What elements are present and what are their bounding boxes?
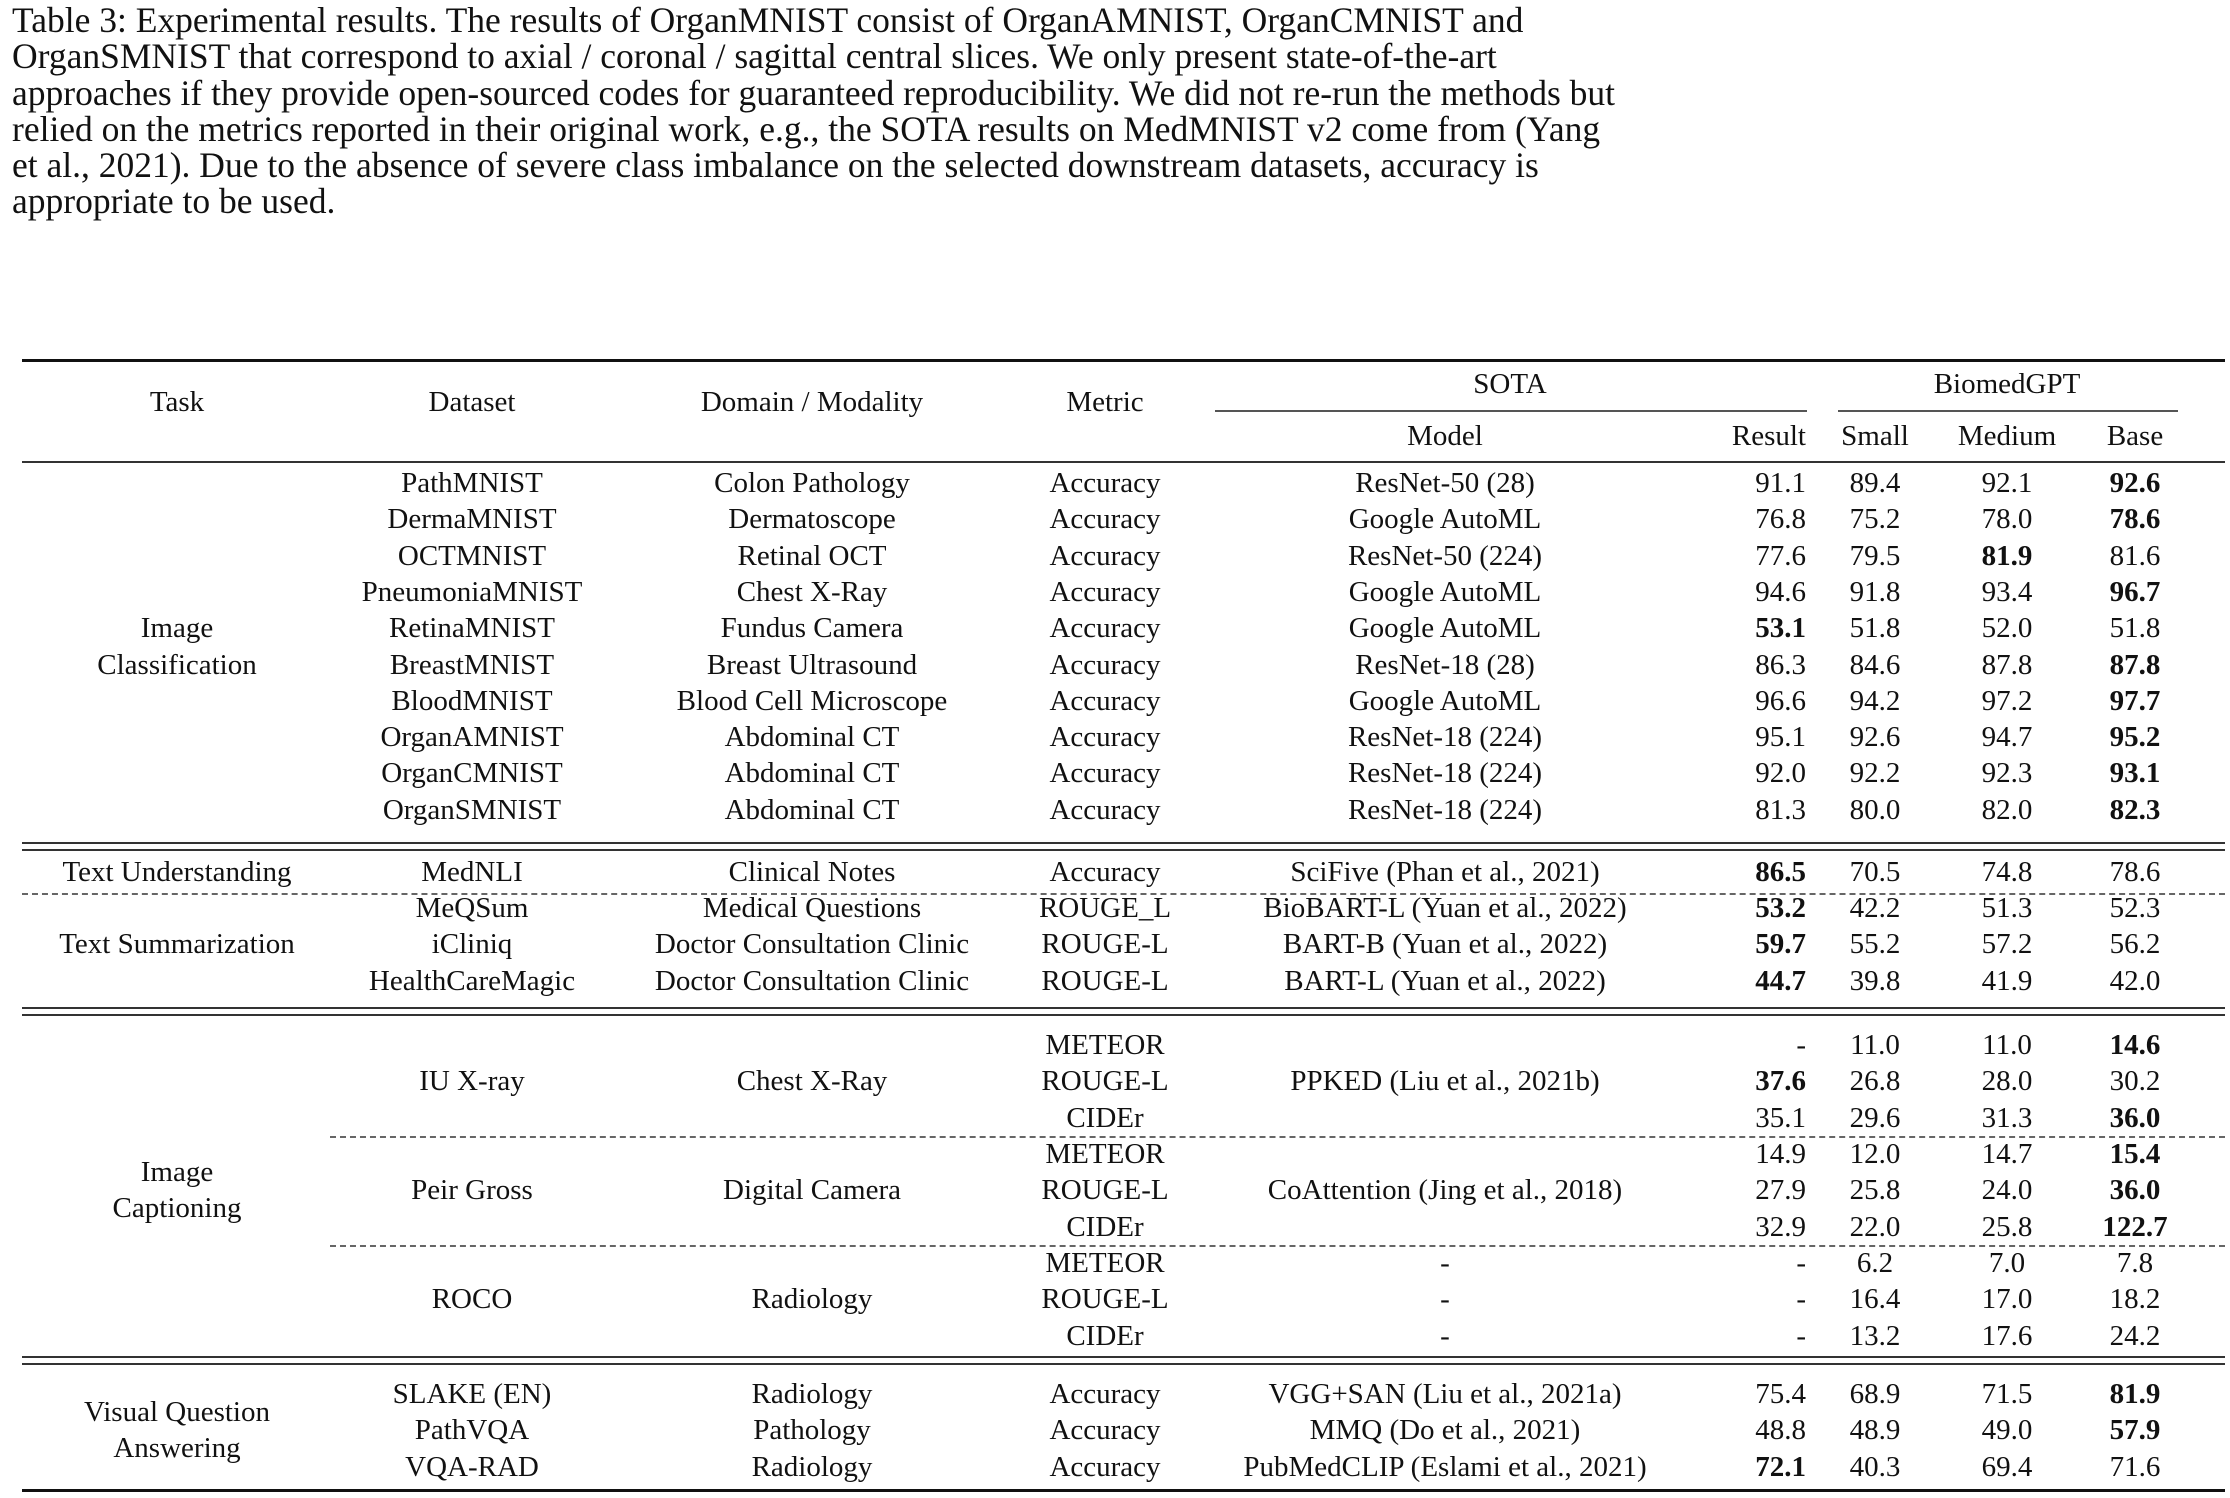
bottom-rule [22,1489,2225,1492]
cell-sota-result: - [1796,1319,1806,1352]
cell-small: 42.2 [1849,892,1901,924]
cell-domain: Abdominal CT [724,757,900,790]
cell-domain: Fundus Camera [720,612,904,645]
cell-metric: Accuracy [1049,721,1161,754]
cell-sota-result: 94.6 [1755,575,1806,608]
cell-small: 11.0 [1850,1029,1900,1061]
cell-metric: Accuracy [1049,612,1161,645]
caption-line: approaches if they provide open-sourced codes for guaranteed reproducibility. We did not re-run the methods but [12,72,1615,113]
cell-dataset: MeQSum [415,892,529,924]
cell-small: 39.8 [1849,964,1901,997]
cell-medium: 51.3 [1981,892,2033,924]
cell-sota-result: 48.8 [1755,1414,1806,1447]
cell-medium: 74.8 [1981,856,2033,888]
cell-small: 92.2 [1849,757,1901,790]
caption-line: relied on the metrics reported in their original work, e.g., the SOTA results on MedMNIST v2 come from (Yang [12,108,1601,149]
cell-dataset: OrganCMNIST [381,757,563,790]
cell-medium: 14.7 [1981,1138,2033,1170]
cell-medium: 28.0 [1981,1065,2033,1098]
cell-sota-model: ResNet-18 (224) [1347,721,1543,754]
cell-small: 84.6 [1849,648,1901,681]
cell-small: 79.5 [1849,539,1901,572]
cell-metric: Accuracy [1049,467,1161,499]
cell-sota-model: Google AutoML [1348,575,1542,608]
cell-metric: ROUGE-L [1041,928,1169,961]
cell-base: 82.3 [2109,793,2161,826]
cell-sota-model: - [1440,1319,1450,1352]
dashed-rule [330,1136,2225,1138]
cell-sota-model: MMQ (Do et al., 2021) [1309,1414,1581,1447]
header-dataset: Dataset [428,386,516,418]
cell-metric: CIDEr [1066,1319,1144,1352]
cell-sota-model: BART-B (Yuan et al., 2022) [1282,928,1608,961]
cell-metric: METEOR [1045,1247,1165,1279]
cell-dataset: OCTMNIST [397,539,547,572]
cell-dataset: IU X-ray [419,1065,525,1098]
cell-small: 40.3 [1849,1450,1901,1483]
cell-sota-model: PPKED (Liu et al., 2021b) [1290,1065,1600,1098]
cell-sota-model: BioBART-L (Yuan et al., 2022) [1263,892,1627,924]
cell-base: 36.0 [2109,1174,2161,1207]
cell-base: 18.2 [2109,1283,2161,1316]
cell-medium: 92.3 [1981,757,2033,790]
cell-base: 78.6 [2109,856,2161,888]
table-caption [12,2,2212,220]
task-label: Image [140,1156,214,1189]
cell-sota-result: 72.1 [1755,1450,1806,1483]
cell-metric: ROUGE_L [1038,892,1172,924]
cell-small: 25.8 [1849,1174,1901,1207]
cell-domain: Doctor Consultation Clinic [654,964,970,997]
cell-domain: Medical Questions [702,892,922,924]
cell-dataset: PathVQA [414,1414,530,1447]
cell-medium: 24.0 [1981,1174,2033,1207]
cell-small: 75.2 [1849,503,1901,536]
cell-domain: Abdominal CT [724,721,900,754]
cell-medium: 71.5 [1981,1378,2033,1410]
cell-small: 13.2 [1849,1319,1901,1352]
cell-metric: CIDEr [1066,1210,1144,1243]
section-rule [22,1014,2225,1016]
cell-base: 52.3 [2109,892,2161,924]
cell-domain: Breast Ultrasound [706,648,918,681]
cell-small: 92.6 [1849,721,1901,754]
cell-dataset: SLAKE (EN) [392,1378,552,1410]
cell-small: 55.2 [1849,928,1901,961]
cell-dataset: PathMNIST [401,467,543,499]
sota-cmidrule [1215,410,1807,412]
cell-domain: Clinical Notes [728,856,896,888]
cell-sota-result: - [1796,1247,1806,1279]
top-rule [22,359,2225,362]
cell-metric: Accuracy [1049,575,1161,608]
cell-sota-result: 27.9 [1755,1174,1806,1207]
cell-domain: Retinal OCT [737,539,887,572]
cell-base: 56.2 [2109,928,2161,961]
cell-sota-result: 81.3 [1755,793,1806,826]
cell-sota-model: ResNet-18 (28) [1355,648,1535,681]
cell-small: 29.6 [1849,1101,1901,1134]
cell-metric: ROUGE-L [1041,1065,1169,1098]
cell-sota-result: 92.0 [1755,757,1806,790]
cell-sota-result: 91.1 [1755,467,1806,499]
header-domain: Domain / Modality [700,386,924,418]
cell-metric: METEOR [1045,1029,1165,1061]
cell-medium: 87.8 [1981,648,2033,681]
header-task: Task [149,386,205,418]
cell-sota-result: 86.3 [1755,648,1806,681]
cell-domain: Radiology [751,1378,873,1410]
cell-medium: 94.7 [1981,721,2033,754]
header-metric: Metric [1066,386,1144,418]
cell-medium: 82.0 [1981,793,2033,826]
caption-line: OrganSMNIST that correspond to axial / coronal / sagittal central slices. We only present state-of-the-art [12,36,1497,77]
cell-base: 14.6 [2109,1029,2161,1061]
cell-dataset: HealthCareMagic [368,964,576,997]
dashed-rule [330,1245,2225,1247]
cell-base: 95.2 [2109,721,2161,754]
cell-medium: 7.0 [1988,1247,2026,1279]
cell-sota-result: 53.1 [1755,612,1806,645]
header-small: Small [1841,420,1909,452]
task-label: Text Understanding [62,856,292,888]
section-rule [22,849,2225,851]
cell-small: 12.0 [1849,1138,1901,1170]
cell-base: 122.7 [2102,1210,2168,1243]
cell-base: 81.6 [2109,539,2161,572]
cell-base: 81.9 [2109,1378,2161,1410]
cell-sota-result: - [1796,1283,1806,1316]
cell-sota-model: Google AutoML [1348,684,1542,717]
cell-dataset: MedNLI [421,856,523,888]
cell-medium: 17.0 [1981,1283,2033,1316]
caption-line: et al., 2021). Due to the absence of severe class imbalance on the selected downstream datasets, accuracy is [12,145,1539,186]
cell-sota-result: - [1796,1029,1806,1061]
cell-small: 94.2 [1849,684,1901,717]
header-biomedgpt: BiomedGPT [1933,368,2081,400]
cell-sota-result: 59.7 [1755,928,1806,961]
cell-medium: 69.4 [1981,1450,2033,1483]
cell-metric: Accuracy [1049,856,1161,888]
cell-sota-result: 86.5 [1755,856,1806,888]
task-label: Text Summarization [59,928,295,961]
task-label: Image [140,612,214,645]
cell-base: 7.8 [2116,1247,2154,1279]
cell-dataset: BreastMNIST [389,648,555,681]
cell-dataset: DermaMNIST [387,503,557,536]
cell-base: 97.7 [2109,684,2161,717]
cell-dataset: OrganSMNIST [382,793,562,826]
cell-small: 48.9 [1849,1414,1901,1447]
cell-small: 68.9 [1849,1378,1901,1410]
cell-metric: ROUGE-L [1041,964,1169,997]
cell-domain: Chest X-Ray [736,1065,888,1098]
cell-metric: Accuracy [1049,648,1161,681]
cell-medium: 41.9 [1981,964,2033,997]
cell-sota-result: 14.9 [1755,1138,1806,1170]
cell-medium: 92.1 [1981,467,2033,499]
cell-sota-model: - [1440,1283,1450,1316]
task-label: Captioning [112,1192,242,1225]
cell-metric: ROUGE-L [1041,1283,1169,1316]
cell-sota-model: Google AutoML [1348,612,1542,645]
cell-base: 36.0 [2109,1101,2161,1134]
cell-dataset: VQA-RAD [405,1450,539,1483]
cell-domain: Colon Pathology [714,467,910,499]
cell-domain: Abdominal CT [724,793,900,826]
cell-sota-model: CoAttention (Jing et al., 2018) [1267,1174,1623,1207]
cell-metric: Accuracy [1049,1450,1161,1483]
cell-small: 80.0 [1849,793,1901,826]
header-base: Base [2106,420,2164,452]
cell-sota-model: ResNet-18 (224) [1347,757,1543,790]
cell-domain: Digital Camera [723,1174,901,1207]
cell-domain: Pathology [753,1414,871,1447]
header-rule [22,461,2225,463]
cell-medium: 81.9 [1981,539,2033,572]
cell-medium: 93.4 [1981,575,2033,608]
header-result: Result [1731,420,1806,452]
cell-metric: CIDEr [1066,1101,1144,1134]
cell-sota-model: ResNet-18 (224) [1347,793,1543,826]
cell-base: 30.2 [2109,1065,2161,1098]
section-rule [22,842,2225,844]
cell-sota-model: SciFive (Phan et al., 2021) [1290,856,1600,888]
caption-line: Table 3: Experimental results. The results of OrganMNIST consist of OrganAMNIST, OrganCMNIST and [12,0,1524,40]
cell-dataset: RetinaMNIST [389,612,555,645]
cell-medium: 57.2 [1981,928,2033,961]
cell-sota-result: 96.6 [1755,684,1806,717]
cell-sota-result: 95.1 [1755,721,1806,754]
cell-metric: Accuracy [1049,539,1161,572]
cell-domain: Dermatoscope [728,503,896,536]
cell-dataset: Peir Gross [411,1174,533,1207]
cell-small: 51.8 [1849,612,1901,645]
cell-metric: Accuracy [1049,503,1161,536]
cell-sota-model: Google AutoML [1348,503,1542,536]
cell-base: 78.6 [2109,503,2161,536]
cell-base: 93.1 [2109,757,2161,790]
cell-sota-result: 75.4 [1755,1378,1806,1410]
header-medium: Medium [1957,420,2057,452]
cell-medium: 11.0 [1982,1029,2032,1061]
cell-sota-result: 37.6 [1755,1065,1806,1098]
cell-dataset: OrganAMNIST [380,721,564,754]
cell-sota-model: - [1440,1247,1450,1279]
cell-base: 42.0 [2109,964,2161,997]
cell-domain: Chest X-Ray [736,575,888,608]
cell-medium: 78.0 [1981,503,2033,536]
cell-medium: 17.6 [1981,1319,2033,1352]
cell-sota-result: 53.2 [1755,892,1806,924]
cell-sota-model: VGG+SAN (Liu et al., 2021a) [1268,1378,1622,1410]
task-label: Visual Question [84,1396,270,1429]
cell-domain: Blood Cell Microscope [676,684,948,717]
cell-metric: Accuracy [1049,684,1161,717]
cell-base: 71.6 [2109,1450,2161,1483]
cell-metric: Accuracy [1049,793,1161,826]
cell-small: 22.0 [1849,1210,1901,1243]
cell-metric: Accuracy [1049,1414,1161,1447]
cell-dataset: ROCO [431,1283,513,1316]
cell-medium: 97.2 [1981,684,2033,717]
cell-sota-model: ResNet-50 (224) [1347,539,1543,572]
cell-metric: ROUGE-L [1041,1174,1169,1207]
cell-dataset: PneumoniaMNIST [361,575,583,608]
biomedgpt-cmidrule [1838,410,2178,412]
section-rule [22,1356,2225,1358]
cell-metric: METEOR [1045,1138,1165,1170]
cell-dataset: iCliniq [431,928,513,961]
cell-domain: Doctor Consultation Clinic [654,928,970,961]
cell-sota-result: 44.7 [1755,964,1806,997]
cell-base: 96.7 [2109,575,2161,608]
cell-metric: Accuracy [1049,757,1161,790]
section-rule [22,1363,2225,1365]
cell-sota-model: PubMedCLIP (Eslami et al., 2021) [1243,1450,1647,1483]
cell-domain: Radiology [751,1450,873,1483]
cell-medium: 52.0 [1981,612,2033,645]
cell-base: 57.9 [2109,1414,2161,1447]
cell-sota-result: 77.6 [1755,539,1806,572]
cell-metric: Accuracy [1049,1378,1161,1410]
cell-base: 92.6 [2109,467,2161,499]
cell-sota-model: ResNet-50 (28) [1355,467,1535,499]
cell-small: 89.4 [1849,467,1901,499]
cell-dataset: BloodMNIST [391,684,553,717]
header-sota: SOTA [1473,368,1547,400]
cell-sota-result: 76.8 [1755,503,1806,536]
caption-line: appropriate to be used. [12,181,336,222]
cell-sota-result: 35.1 [1755,1101,1806,1134]
header-model: Model [1407,420,1483,452]
cell-medium: 49.0 [1981,1414,2033,1447]
cell-base: 87.8 [2109,648,2161,681]
cell-domain: Radiology [751,1283,873,1316]
cell-small: 16.4 [1849,1283,1901,1316]
cell-sota-model: BART-L (Yuan et al., 2022) [1284,964,1606,997]
cell-medium: 25.8 [1981,1210,2033,1243]
cell-sota-result: 32.9 [1755,1210,1806,1243]
task-label: Classification [97,648,257,681]
cell-small: 26.8 [1849,1065,1901,1098]
cell-small: 70.5 [1849,856,1901,888]
task-label: Answering [113,1432,241,1465]
cell-small: 91.8 [1849,575,1901,608]
cell-base: 15.4 [2109,1138,2161,1170]
cell-base: 51.8 [2109,612,2161,645]
section-rule [22,1007,2225,1009]
cell-small: 6.2 [1856,1247,1894,1279]
cell-medium: 31.3 [1981,1101,2033,1134]
cell-base: 24.2 [2109,1319,2161,1352]
